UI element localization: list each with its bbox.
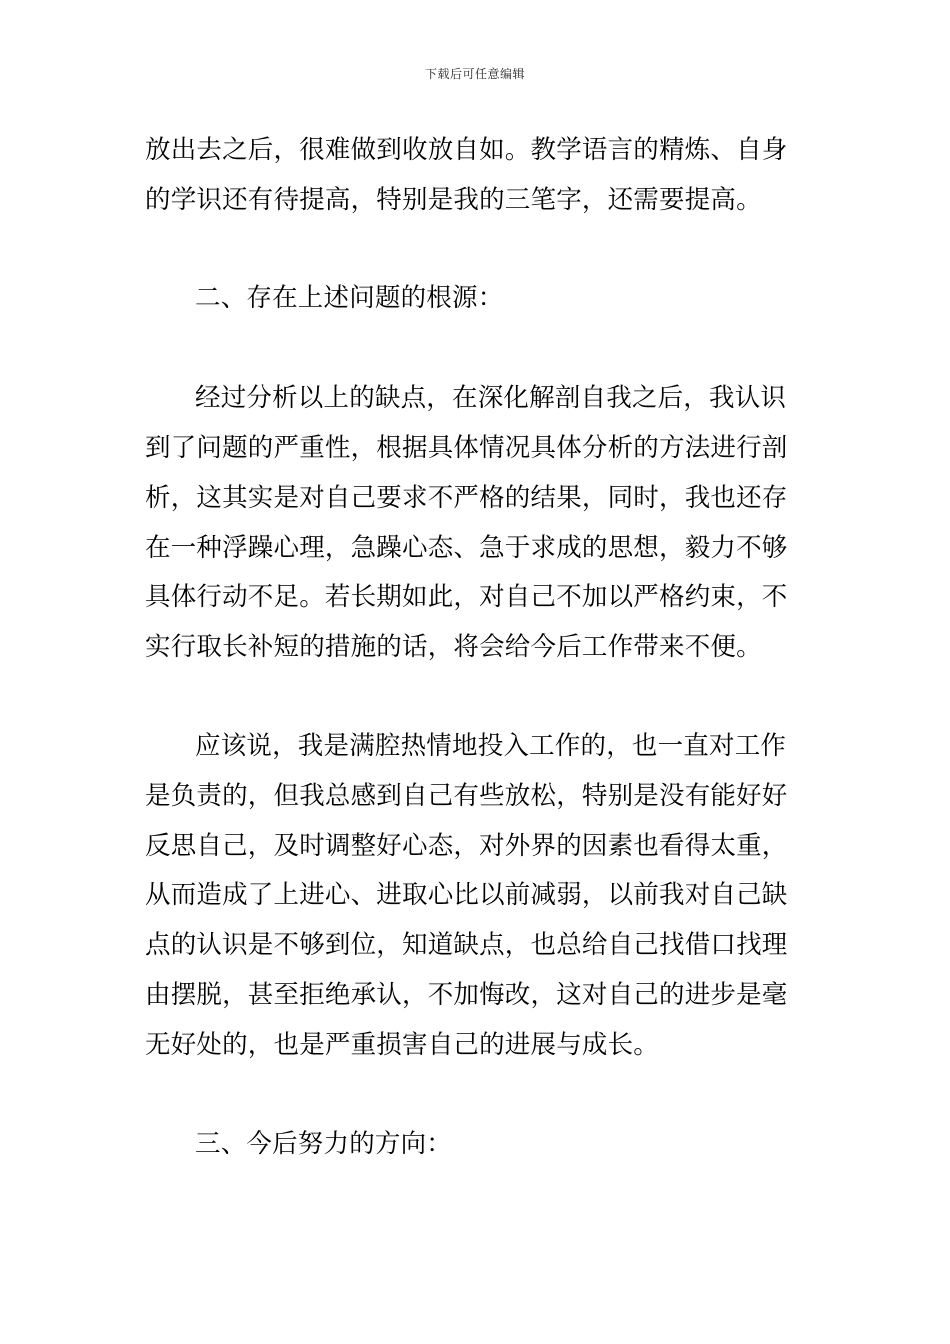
paragraph-line: 点的认识是不够到位，知道缺点，也总给自己找借口找理	[145, 930, 788, 960]
paragraph-line: 无好处的，也是严重损害自己的进展与成长。	[145, 1030, 660, 1060]
section-heading: 二、存在上述问题的根源：	[195, 283, 504, 313]
paragraph-line: 析，这其实是对自己要求不严格的结果，同时，我也还存	[145, 483, 788, 513]
paragraph-line: 到了问题的严重性，根据具体情况具体分析的方法进行剖	[145, 433, 788, 463]
paragraph-line: 是负责的，但我总感到自己有些放松，特别是没有能好好	[145, 781, 788, 811]
paragraph-line: 实行取长补短的措施的话，将会给今后工作带来不便。	[145, 632, 762, 662]
paragraph-line: 从而造成了上进心、进取心比以前减弱，以前我对自己缺	[145, 880, 788, 910]
paragraph-line: 由摆脱，甚至拒绝承认，不加悔改，这对自己的进步是毫	[145, 980, 788, 1010]
paragraph-line: 放出去之后，很难做到收放自如。教学语言的精炼、自身	[145, 135, 788, 165]
paragraph-line: 经过分析以上的缺点，在深化解剖自我之后，我认识	[195, 383, 787, 413]
paragraph-line: 的学识还有待提高，特别是我的三笔字，还需要提高。	[145, 185, 762, 215]
paragraph-line: 应该说，我是满腔热情地投入工作的，也一直对工作	[195, 731, 787, 761]
header-note: 下载后可任意编辑	[424, 67, 525, 81]
paragraph-line: 具体行动不足。若长期如此，对自己不加以严格约束，不	[145, 582, 788, 612]
paragraph-line: 在一种浮躁心理，急躁心态、急于求成的思想，毅力不够	[145, 533, 788, 563]
section-heading: 三、今后努力的方向：	[195, 1129, 453, 1159]
paragraph-line: 反思自己，及时调整好心态，对外界的因素也看得太重，	[145, 831, 788, 861]
